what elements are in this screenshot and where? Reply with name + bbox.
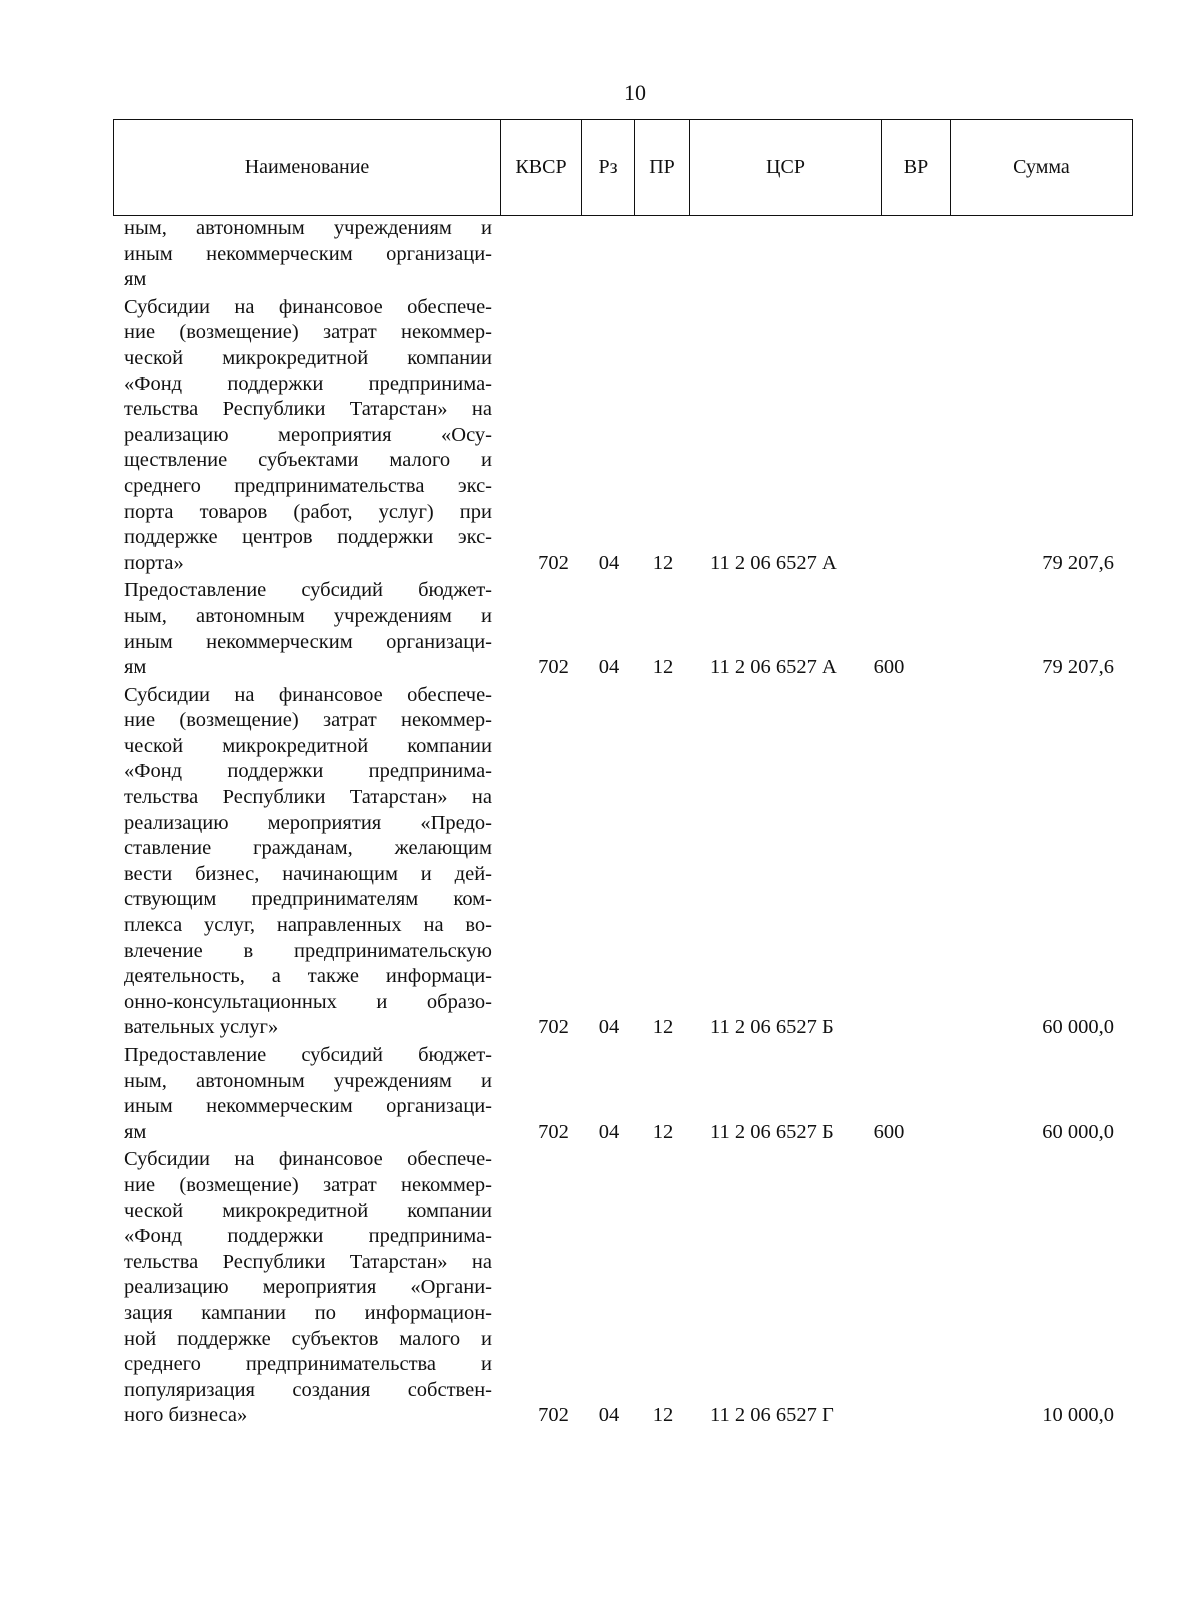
row-name-line: онно-консультационных и образо-	[124, 990, 492, 1013]
cell-kvsr: 702	[538, 1404, 569, 1427]
cell-csr: 11 2 06 6527 А	[710, 551, 837, 574]
cell-csr: 11 2 06 6527 Б	[710, 1016, 834, 1039]
row-name	[124, 216, 492, 293]
row-name-line: ческой микрокредитной компании	[124, 1199, 492, 1222]
row-name-line: ным, автономным учреждениям и	[124, 1069, 492, 1092]
row-name-line: ям	[124, 656, 147, 679]
row-name-line: реализацию мероприятия «Органи-	[124, 1276, 492, 1299]
row-name-line: Субсидии на финансовое обеспече-	[124, 683, 492, 706]
cell-sum: 79 207,6	[1042, 656, 1114, 679]
row-name	[124, 578, 492, 680]
row-name-line: иным некоммерческим организаци-	[124, 1095, 492, 1118]
row-name-line: ставление гражданам, желающим	[124, 837, 492, 860]
row-name-line: «Фонд поддержки предпринима-	[124, 1225, 492, 1248]
cell-csr: 11 2 06 6527 А	[710, 656, 837, 679]
row-name	[124, 683, 492, 1041]
cell-sum: 60 000,0	[1042, 1016, 1114, 1039]
cell-kvsr: 702	[538, 656, 569, 679]
row-name-line: популяризация создания собствен-	[124, 1378, 492, 1401]
cell-rz: 04	[598, 1120, 620, 1143]
page-number: 10	[624, 80, 646, 105]
cell-sum: 60 000,0	[1042, 1120, 1114, 1143]
row-name-line: зация кампании по информацион-	[124, 1301, 492, 1324]
row-name-line: плекса услуг, направленных на во-	[124, 914, 492, 937]
cell-pr: 12	[652, 1120, 674, 1143]
row-name-line: ной поддержке субъектов малого и	[124, 1327, 492, 1350]
row-name-line: деятельность, а также информаци-	[124, 965, 492, 988]
row-name-line: тельства Республики Татарстан» на	[124, 398, 492, 421]
cell-sum: 10 000,0	[1042, 1404, 1114, 1427]
row-name	[124, 295, 492, 577]
row-name-line: реализацию мероприятия «Предо-	[124, 811, 492, 834]
row-name-line: среднего предпринимательства и	[124, 1353, 492, 1376]
row-name-line: иным некоммерческим организаци-	[124, 630, 492, 653]
row-name-line: ствующим предпринимателям ком-	[124, 888, 492, 911]
cell-rz: 04	[598, 1016, 620, 1039]
row-name-line: среднего предпринимательства экс-	[124, 474, 492, 497]
header-csr: ЦСР	[690, 120, 882, 216]
row-name-line: Субсидии на финансовое обеспече-	[124, 295, 492, 318]
cell-csr: 11 2 06 6527 Б	[710, 1120, 834, 1143]
table-row	[124, 1043, 1134, 1145]
cell-kvsr: 702	[538, 1120, 569, 1143]
row-name-line: порта товаров (работ, услуг) при	[124, 500, 492, 523]
row-name-line: ного бизнеса»	[124, 1404, 248, 1427]
row-name-line: ческой микрокредитной компании	[124, 734, 492, 757]
table-row	[124, 216, 1134, 293]
row-name-line: ям	[124, 268, 147, 291]
cell-rz: 04	[598, 1404, 620, 1427]
table-row	[124, 1147, 1134, 1429]
cell-pr: 12	[652, 656, 674, 679]
table-body	[124, 216, 1134, 1431]
cell-rz: 04	[598, 656, 620, 679]
row-name-line: ние (возмещение) затрат некоммер-	[124, 321, 492, 344]
cell-pr: 12	[652, 1016, 674, 1039]
row-name-line: ям	[124, 1120, 147, 1143]
cell-sum: 79 207,6	[1042, 551, 1114, 574]
row-name-line: ным, автономным учреждениям и	[124, 604, 492, 627]
header-kvsr: КВСР	[501, 120, 582, 216]
cell-pr: 12	[652, 551, 674, 574]
row-name-line: Предоставление субсидий бюджет-	[124, 579, 492, 602]
row-name-line: ществление субъектами малого и	[124, 449, 492, 472]
cell-kvsr: 702	[538, 1016, 569, 1039]
row-name-line: вательных услуг»	[124, 1016, 279, 1039]
cell-vr: 600	[873, 1120, 905, 1143]
cell-kvsr: 702	[538, 551, 569, 574]
row-name-line: порта»	[124, 551, 184, 574]
row-name-line: Субсидии на финансовое обеспече-	[124, 1148, 492, 1171]
cell-rz: 04	[598, 551, 620, 574]
row-name-line: «Фонд поддержки предпринима-	[124, 372, 492, 395]
row-name-line: тельства Республики Татарстан» на	[124, 786, 492, 809]
row-name-line: тельства Республики Татарстан» на	[124, 1250, 492, 1273]
table-row	[124, 295, 1134, 577]
cell-vr: 600	[873, 656, 905, 679]
row-name-line: ным, автономным учреждениям и	[124, 217, 492, 239]
table-header	[113, 119, 1133, 216]
row-name	[124, 1147, 492, 1429]
header-vr: ВР	[882, 120, 951, 216]
cell-pr: 12	[652, 1404, 674, 1427]
cell-csr: 11 2 06 6527 Г	[710, 1404, 834, 1427]
row-name-line: иным некоммерческим организаци-	[124, 242, 492, 265]
row-name-line: реализацию мероприятия «Осу-	[124, 423, 492, 446]
table-row	[124, 683, 1134, 1041]
header-name: Наименование	[114, 120, 501, 216]
header-rz: Рз	[582, 120, 635, 216]
row-name-line: вести бизнес, начинающим и дей-	[124, 862, 492, 885]
row-name-line: Предоставление субсидий бюджет-	[124, 1044, 492, 1066]
row-name	[124, 1043, 492, 1145]
row-name-line: ние (возмещение) затрат некоммер-	[124, 1173, 492, 1196]
table-row	[124, 578, 1134, 680]
row-name-line: поддержке центров поддержки экс-	[124, 526, 492, 549]
row-name-line: влечение в предпринимательскую	[124, 939, 492, 962]
row-name-line: ние (возмещение) затрат некоммер-	[124, 709, 492, 732]
row-name-line: ческой микрокредитной компании	[124, 346, 492, 369]
header-sum: Сумма	[951, 120, 1133, 216]
header-pr: ПР	[635, 120, 690, 216]
row-name-line: «Фонд поддержки предпринима-	[124, 760, 492, 783]
